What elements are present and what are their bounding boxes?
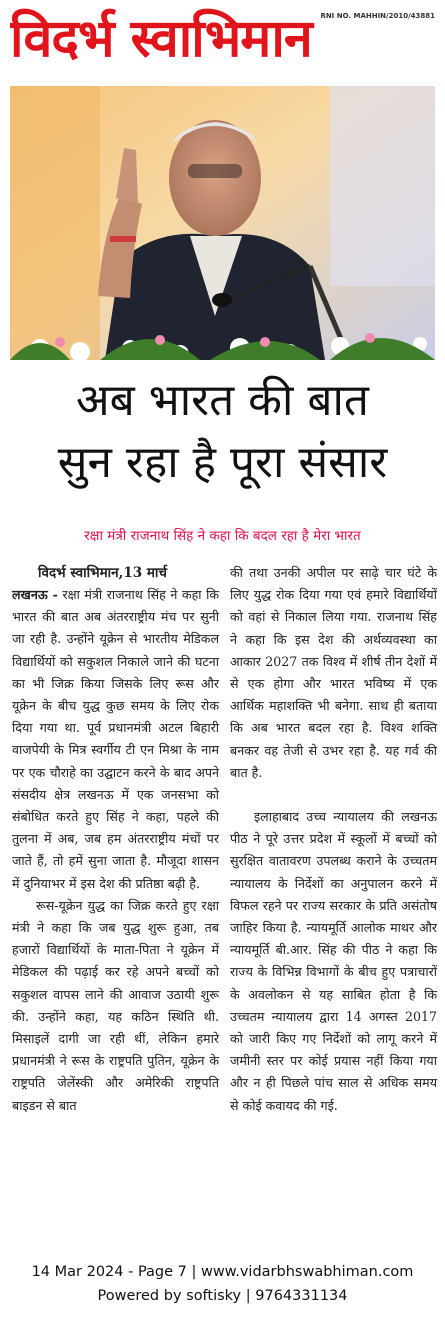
masthead (0, 0, 445, 82)
paragraph: की तथा उनकी अपील पर साढ़े चार घंटे के लिए युद्ध रोक दिया गया एवं हमारे विद्यार्थियों को वहां से निकाल लिया गया. राजनाथ सिंह ने कहा कि इस देश की अर्थव्यवस्था का आकार 2027 तक विश्व में शीर्ष तीन देशों में से एक होगा और भारत भविष्य में एक आर्थिक महाशक्ति भी बनेगा. साथ ही बताया कि अब भारत बदल रहा है. विश्व शक्ति बनकर वह तेजी से उभर रहा है. यह गर्व की बात है. (230, 565, 437, 780)
paragraph: रूस-यूक्रेन युद्ध का जिक्र करते हुए रक्षा मंत्री ने कहा कि जब युद्ध शुरू हुआ, तब हजारों विद्यार्थियों के माता-पिता ने यूक्रेन में मेडिकल की पढ़ाई कर रहे अपने बच्चों को सकुशल वापस लाने की आवाज उठायी शुरू की. उन्होंने कहा, यह कठिन स्थिति थी. मिसाइलें दागी जा रही थीं, लेकिन हमारे प्रधानमंत्री ने रूस के राष्ट्रपति पुतिन, यूक्रेन के राष्ट्रपति जेलेंस्की और अमेरिकी राष्ट्रपति बाइडन से बात (12, 897, 219, 1113)
footer-powered-by: Powered by softisky | 9764331134 (97, 1288, 348, 1304)
paragraph-text: रक्षा मंत्री राजनाथ सिंह ने कहा कि भारत की बात अब अंतरराष्ट्रीय मंच पर सुनी जा रही है. उन्होंने यूक्रेन से भारतीय मेडिकल विद्यार्थियों को सकुशल निकाले जाने की घटना का भी जिक्र किया जिसके लिए रूस और यूक्रेन के बीच युद्ध कुछ समय के लिए रोक दिया गया था. पूर्व प्रधानमंत्री अटल बिहारी वाजपेयी के मित्र स्वर्गीय टी एन मिश्रा के नाम पर एक चौराहे का उद्घाटन करने के बाद अपने संसदीय क्षेत्र लखनऊ में एक जनसभा को संबोधित करते हुए सिंह ने कहा, पहले की तुलना में अब, जब हम अंतरराष्ट्रीय मंचों पर जाते हैं, तो हमें सुना जाता है. मौजूदा शासन में दुनियाभर में इस देश की प्रतिष्ठा बढ़ी है. (12, 587, 220, 891)
headline-line-1: अब भारत की बात (76, 375, 369, 426)
paragraph (12, 584, 219, 895)
location-lead: लखनऊ - (12, 587, 58, 602)
article-photo (10, 86, 435, 360)
rni-number: RNI NO. MAHHIN/2010/43881 (320, 12, 435, 20)
paragraph: इलाहाबाद उच्च न्यायालय की लखनऊ पीठ ने पूरे उत्तर प्रदेश में स्कूलों में बच्चों को सुरक्षित वातावरण उपलब्ध कराने के उच्चतम न्यायालय के निर्देशों का अनुपालन करने में विफल रहने पर राज्य सरकार के प्रति असंतोष जाहिर किया है. न्यायमूर्ति आलोक माथर और न्यायमूर्ति बी.आर. सिंह की पीठ ने कहा कि राज्य के विभिन्न विभागों के बीच हुए पत्राचारों के अवलोकन से यह साबित होता है कि उच्चतम न्यायालय द्वारा 14 अगस्त 2017 को जारी किए गए निर्देशों को लागू करने में जमीनी स्तर पर कोई प्रयास नहीं किया गया और न ही पिछले पांच साल से अधिक समय से कोई कवायद की गई. (230, 809, 437, 1113)
article-column-left (12, 562, 219, 1117)
subheadline: रक्षा मंत्री राजनाथ सिंह ने कहा कि बदल रहा है मेरा भारत (84, 528, 361, 544)
headline-line-2: सुन रहा है पूरा संसार (57, 437, 388, 488)
article-column-right (230, 562, 437, 1117)
newspaper-title: विदर्भ स्वाभिमान (10, 9, 312, 69)
dateline: विदर्भ स्वाभिमान,13 मार्च (38, 565, 167, 581)
footer (0, 1260, 445, 1308)
footer-page-info: 14 Mar 2024 - Page 7 | www.vidarbhswabhiman.com (31, 1264, 414, 1280)
paragraph-gap (230, 784, 437, 806)
headline (10, 370, 435, 494)
speaker-photo-image (10, 86, 435, 360)
